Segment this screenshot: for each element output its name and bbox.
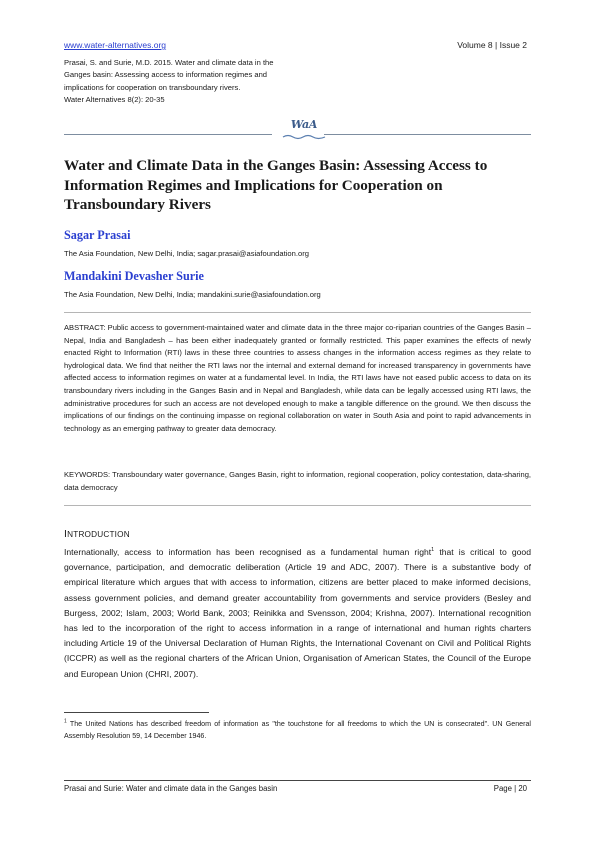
site-link[interactable]: www.water-alternatives.org [64, 40, 167, 50]
citation-block [64, 57, 334, 107]
body-text-rest: that is critical to good governance, participation, and democratic deliberation (Article 19 and ADC, 2007). There is a substantive body of empirical literature which argues that with access to information, citizens are better placed to make informed decisions, assess government policies, and demand greater accountability from governments and service providers (Besley and Burgess, 2002; Islam, 2003; World Bank, 2003; Reinikka and Svensson, 2004; Krishna, 2007). International recognition has led to the incorporation of the right to access information in a range of international and human rights charters including Article 19 of the Universal Declaration of Human Rights, the International Covenant on Civil and Political Rights (ICCPR) as well as the regional charters of the African Union, Organisation of American States, the Council of the Europe and European Union (CHRI, 2007). [64, 547, 531, 679]
footer-divider [64, 780, 531, 781]
citation-line: Prasai, S. and Surie, M.D. 2015. Water and climate data in the [64, 58, 274, 67]
author-name: Sagar Prasai [64, 228, 131, 242]
volume-issue: Volume 8 | Issue 2 [457, 40, 527, 50]
section-heading-initial: I [64, 528, 68, 540]
footnote [64, 718, 531, 742]
abstract: ABSTRACT: Public access to government-maintained water and climate data in the three major co-riparian countries of the Ganges Basin – Nepal, India and Bangladesh – has been either inadequately granted or formally restricted. This paper examines the effects of newly enacted Right to Information (RTI) laws in these three countries to assess changes in the information access regimes as they relate to hydrological data. We find that neither the RTI laws nor the internal and external demand for increased transparency in governments have affected access to information regimes on water at a fundamental level. In India, the RTI laws have not eased public access to data on its transboundary rivers including in the Ganges Basin and in Nepal and Bangladesh, while data can be legally accessed using RTI laws, the administrative procedures for such an access are not developed enough to make a tangible difference on the ground. We then discuss the implications of our findings on the continuing impasse on regional collaboration on water in South Asia and point to rapid advancements in technology as an emerging pathway to greater data democracy. [64, 323, 531, 433]
citation-line: implications for cooperation on transboundary rivers. [64, 82, 241, 92]
keywords: KEYWORDS: Transboundary water governance, Ganges Basin, right to information, regional cooperation, policy contestation, data-sharing, data democracy [64, 470, 531, 492]
logo-divider-left [64, 134, 272, 135]
footnote-reference[interactable]: 1 [431, 547, 435, 554]
citation-line: Water Alternatives 8(2): 20-35 [64, 95, 165, 105]
logo-text: WaA [290, 118, 318, 131]
author-affiliation: The Asia Foundation, New Delhi, India; sagar.prasai@asiafoundation.org [64, 249, 309, 258]
journal-logo [64, 118, 531, 142]
footnote-marker: 1 [64, 718, 67, 725]
paper-title: Water and Climate Data in the Ganges Basin: Assessing Access to Information Regimes and Implications for Cooperation on Transboundary Rivers [64, 157, 488, 213]
section-heading-rest: NTRODUCTION [67, 530, 130, 539]
author-affiliation: The Asia Foundation, New Delhi, India; mandakini.surie@asiafoundation.org [64, 290, 321, 299]
body-text-start: Internationally, access to information has been recognised as a fundamental human right [64, 547, 432, 557]
section-heading [64, 528, 130, 540]
page-number: Page | 20 [493, 784, 527, 793]
footnote-text: The United Nations has described freedom of information as "the touchstone for all freedoms to which the UN is consecrated". UN General Assembly Resolution 59, 14 December 1946. [64, 720, 531, 740]
footnote-divider [64, 712, 209, 713]
logo-divider-right [324, 134, 531, 135]
citation-line: Ganges basin: Assessing access to information regimes and [64, 70, 268, 80]
author-name: Mandakini Devasher Surie [64, 269, 204, 283]
divider [64, 312, 531, 313]
running-footer: Prasai and Surie: Water and climate data in the Ganges basin [64, 784, 278, 793]
wave-icon [282, 134, 326, 140]
divider [64, 505, 531, 506]
body-paragraph [64, 545, 531, 682]
